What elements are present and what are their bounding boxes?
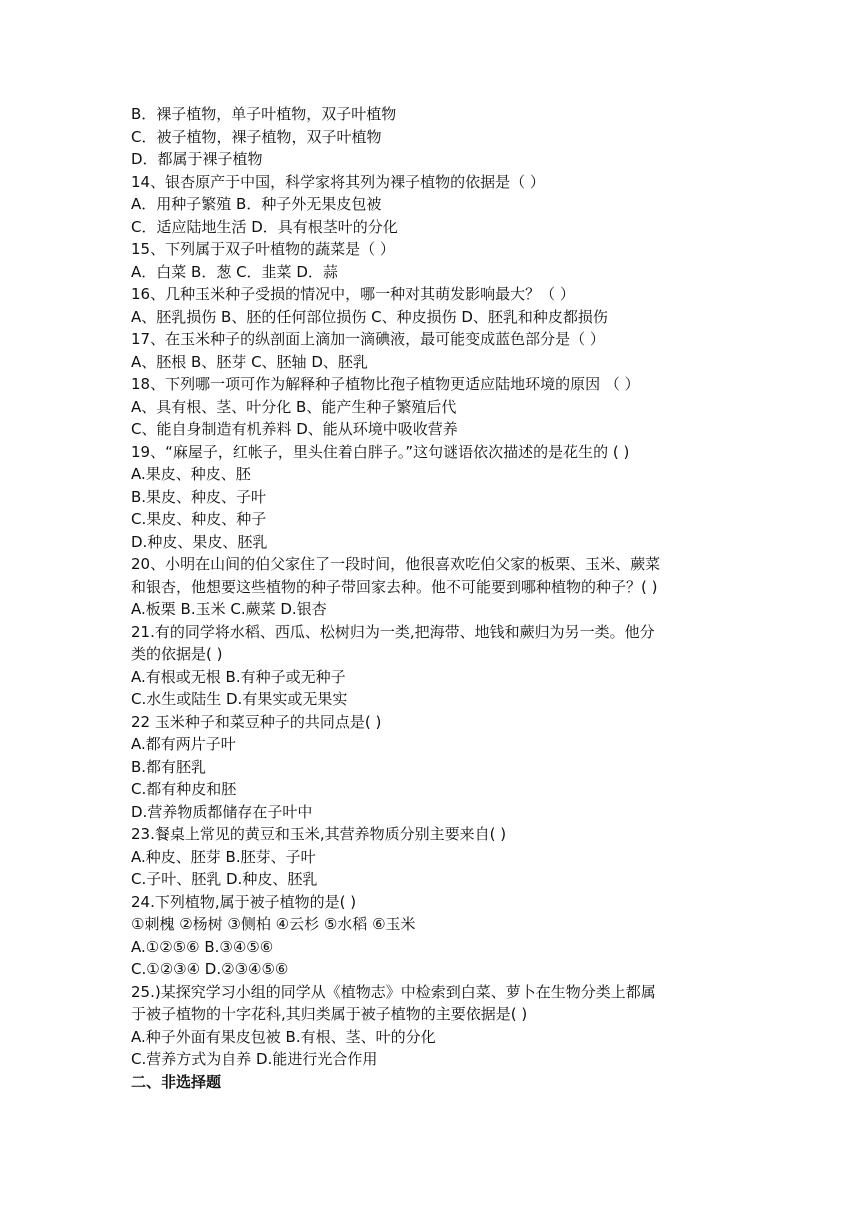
- text-line: 20、小明在山间的伯父家住了一段时间，他很喜欢吃伯父家的板栗、玉米、蕨菜: [131, 555, 661, 573]
- text-line: C.①②③④ D.②③④⑤⑥: [131, 960, 289, 978]
- text-line: 16、几种玉米种子受损的情况中，哪一种对其萌发影响最大？（ ）: [131, 285, 575, 303]
- document-page: [131, 103, 741, 1093]
- text-line: A.种皮、胚芽 B.胚芽、子叶: [131, 847, 316, 866]
- text-line: 15、下列属于双子叶植物的蔬菜是（ ）: [131, 240, 395, 258]
- text-line: C、能自身制造有机养料 D、能从环境中吸收营养: [131, 420, 458, 438]
- text-line: C.水生或陆生 D.有果实或无果实: [131, 690, 348, 708]
- text-line: A.果皮、种皮、胚: [131, 465, 251, 483]
- text-line: A、胚乳损伤 B、胚的任何部位损伤 C、种皮损伤 D、胚乳和种皮都损伤: [131, 307, 608, 326]
- text-line: C.子叶、胚乳 D.种皮、胚乳: [131, 870, 318, 888]
- text-line: A.种子外面有果皮包被 B.有根、茎、叶的分化: [131, 1027, 436, 1046]
- text-line: A.①②⑤⑥ B.③④⑤⑥: [131, 937, 274, 956]
- text-line: A.板栗 B.玉米 C.蕨菜 D.银杏: [131, 600, 327, 618]
- text-line: C.都有种皮和胚: [131, 780, 237, 798]
- section-heading: 二、非选择题: [131, 1072, 222, 1091]
- text-line: A.都有两片子叶: [131, 735, 236, 753]
- text-line: D．都属于裸子植物: [131, 150, 263, 168]
- text-line: 类的依据是( ): [131, 645, 223, 663]
- text-line: A．白菜 B．葱 C．韭菜 D．蒜: [131, 262, 338, 281]
- text-line: B.都有胚乳: [131, 757, 207, 776]
- text-line: A．用种子繁殖 B．种子外无果皮包被: [131, 195, 382, 213]
- text-line: 18、下列哪一项可作为解释种子植物比孢子植物更适应陆地环境的原因 （ ）: [131, 375, 640, 393]
- text-line: B．裸子植物，单子叶植物，双子叶植物: [131, 105, 397, 123]
- text-line: C.营养方式为自养 D.能进行光合作用: [131, 1050, 378, 1068]
- text-line: 于被子植物的十字花科,其归类属于被子植物的主要依据是( ): [131, 1005, 528, 1023]
- text-line: 25.)某探究学习小组的同学从《植物志》中检索到白菜、萝卜在生物分类上都属: [131, 982, 656, 1001]
- text-line: A.有根或无根 B.有种子或无种子: [131, 667, 346, 686]
- text-line: C.果皮、种皮、种子: [131, 510, 267, 528]
- text-line: C．适应陆地生活 D．具有根茎叶的分化: [131, 217, 398, 236]
- text-line: 和银杏，他想要这些植物的种子带回家去种。他不可能要到哪种植物的种子？( ): [131, 577, 658, 596]
- text-line: A、具有根、茎、叶分化 B、能产生种子繁殖后代: [131, 397, 457, 416]
- text-line: 14、银杏原产于中国，科学家将其列为裸子植物的依据是（ ）: [131, 172, 545, 191]
- text-line: A、胚根 B、胚芽 C、胚轴 D、胚乳: [131, 352, 368, 371]
- text-line: 24.下列植物,属于被子植物的是( ): [131, 892, 357, 911]
- text-line: 17、在玉米种子的纵剖面上滴加一滴碘液，最可能变成蓝色部分是（ ）: [131, 330, 605, 348]
- text-line: 23.餐桌上常见的黄豆和玉米,其营养物质分别主要来自( ): [131, 825, 507, 843]
- text-line: 21.有的同学将水稻、西瓜、松树归为一类,把海带、地钱和蕨归为另一类。他分: [131, 622, 655, 641]
- text-line: 19、“麻屋子，红帐子，里头住着白胖子。”这句谜语依次描述的是花生的 ( ): [131, 442, 630, 461]
- text-line: C．被子植物，裸子植物，双子叶植物: [131, 127, 382, 146]
- text-line: 22 玉米种子和菜豆种子的共同点是( ): [131, 712, 382, 731]
- text-line: ①刺槐 ②杨树 ③侧柏 ④云杉 ⑤水稻 ⑥玉米: [131, 915, 416, 933]
- text-line: D.营养物质都储存在子叶中: [131, 802, 313, 821]
- text-line: D.种皮、果皮、胚乳: [131, 532, 268, 551]
- text-line: B.果皮、种皮、子叶: [131, 487, 267, 506]
